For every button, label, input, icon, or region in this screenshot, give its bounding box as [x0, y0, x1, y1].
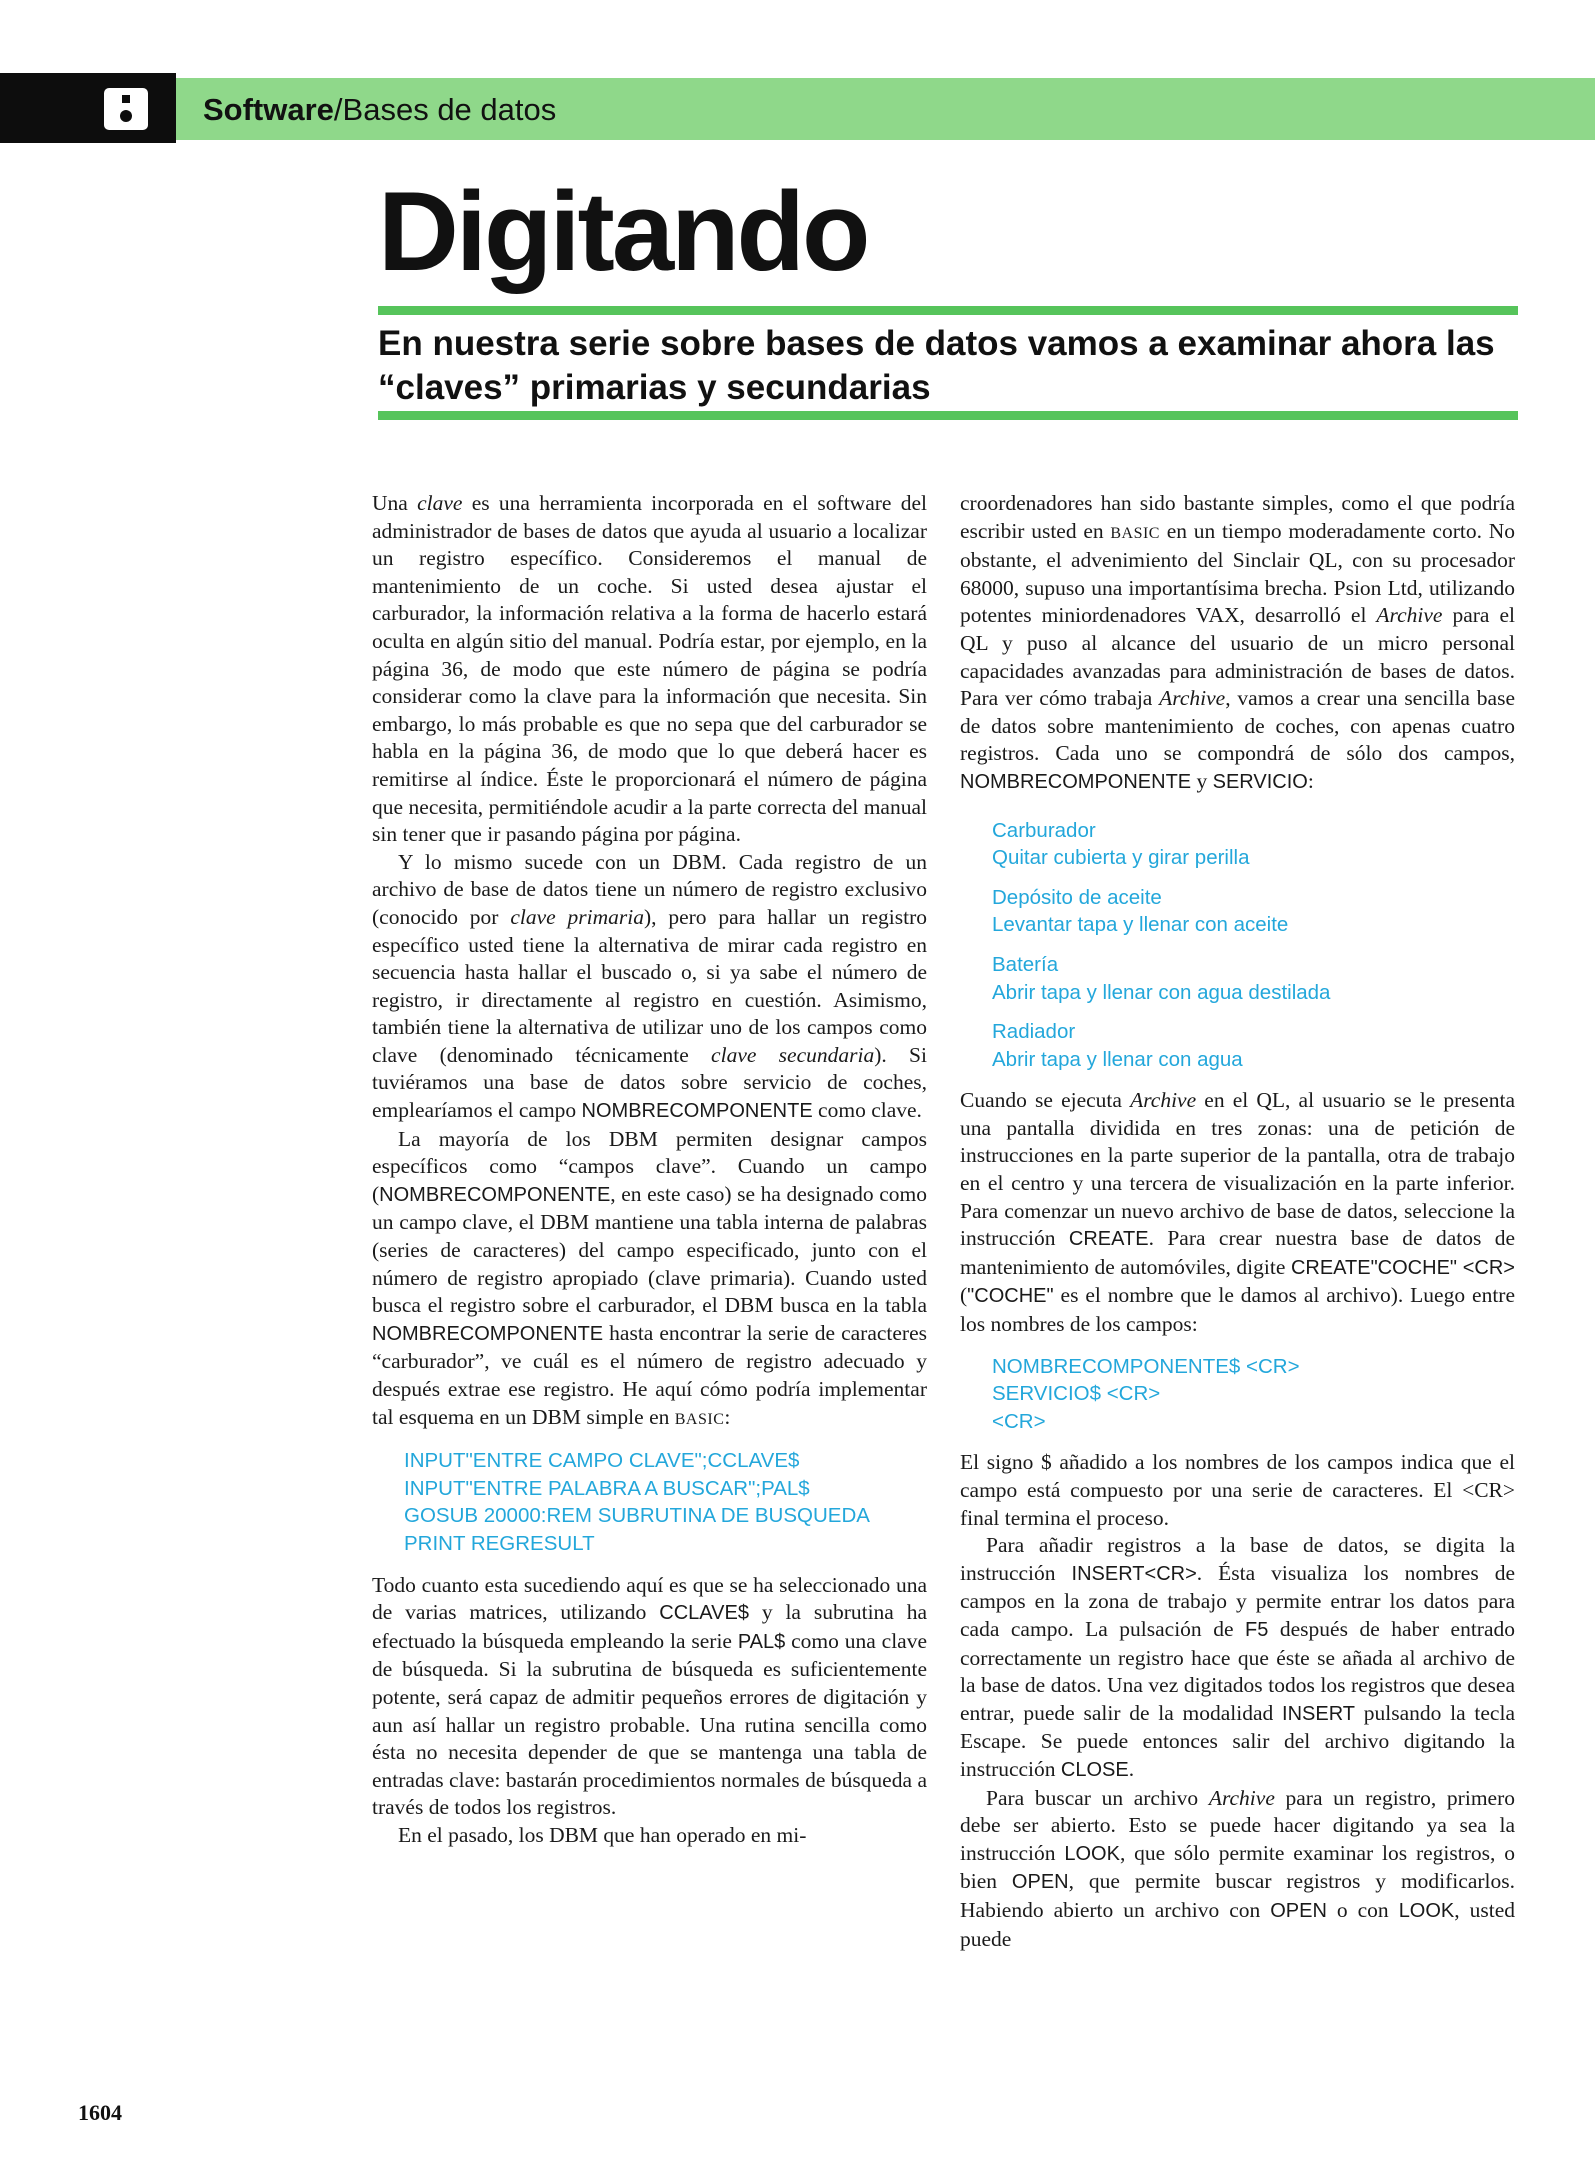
record-service: Quitar cubierta y girar perilla: [992, 846, 1250, 870]
article-subtitle: En nuestra serie sobre bases de datos vamos a examinar ahora las “claves” primarias y secundarias: [378, 324, 1495, 407]
record-service: Abrir tapa y llenar con agua destilada: [992, 980, 1331, 1004]
basic-code-listing: [404, 1447, 927, 1557]
left-paragraph-5: En el pasado, los DBM que han operado en mi-: [398, 1822, 807, 1847]
article-title: Digitando: [378, 169, 868, 294]
left-paragraph-1: Una clave es una herramienta incorporada en el software del administrador de bases de datos que ayuda al usuario a localizar un registro específico. Consideremos el manual de mantenimiento de un coche. Si usted desea ajustar el carburador, la información relativa a la forma de hacerlo estará oculta en algún sitio del manual. Podría estar, por ejemplo, en la página 36, de modo que este número de página se podría considerar como la clave para la información que necesita. Sin embargo, lo más probable es que no sepa que del carburador se habla en la página 36, de modo que lo que deberá hacer es remitirse al índice. Éste le proporcionará el número de página que necesita, permitiéndole acudir a la parte correcta del manual sin tener que ir pasando página por página.: [372, 491, 927, 847]
right-column: [960, 490, 1515, 1953]
left-column: [372, 490, 927, 1850]
right-paragraph-3: El signo $ añadido a los nombres de los campos indica que el campo está compuesto por una serie de caracteres. El <CR> final termina el proceso.: [960, 1450, 1515, 1530]
record-component: Radiador: [992, 1020, 1076, 1044]
section-label: [203, 92, 556, 128]
code-line: GOSUB 20000:REM SUBRUTINA DE BUSQUEDA: [404, 1504, 870, 1528]
left-paragraph-3: La mayoría de los DBM permiten designar campos específicos como “campos clave”. Cuando un campo (NOMBRECOMPONENTE, en este caso) se ha designado como un campo clave, el DBM mantiene una tabla interna de palabras (series de caracteres) del campo especificado, junto con el número de registro apropiado (clave primaria). Cuando usted busca el registro sobre el carburador, el DBM busca en la tabla NOMBRECOMPONENTE hasta encontrar la serie de caracteres “carburador”, ve cuál es el número de registro adecuado y después extrae ese registro. He aquí cómo podría implementar tal esquema en un DBM simple en BASIC:: [372, 1126, 927, 1429]
code-line: SERVICIO$ <CR>: [992, 1382, 1161, 1406]
section-name: Software: [203, 92, 334, 127]
record-entry: [992, 884, 1515, 939]
right-paragraph-5: Para buscar un archivo Archive para un registro, primero debe ser abierto. Esto se puede hacer digitando ya sea la instrucción LOOK, que sólo permite examinar los registros, o bien OPEN, que permite buscar registros y modificarlos. Habiendo abierto un archivo con OPEN o con LOOK, usted puede: [960, 1785, 1516, 1951]
code-line: <CR>: [992, 1409, 1046, 1433]
record-entry: [992, 817, 1515, 872]
code-line: INPUT"ENTRE CAMPO CLAVE";CCLAVE$: [404, 1449, 800, 1473]
code-line: INPUT"ENTRE PALABRA A BUSCAR";PAL$: [404, 1476, 810, 1500]
code-line: NOMBRECOMPONENTE$ <CR>: [992, 1354, 1300, 1378]
record-entry: [992, 951, 1515, 1006]
header-black-block: [0, 73, 176, 143]
left-paragraph-2: Y lo mismo sucede con un DBM. Cada registro de un archivo de base de datos tiene un número de registro exclusivo (conocido por clave primaria), pero para hallar un registro específico usted tiene la alternativa de mirar cada registro en secuencia hasta hallar el buscado o, si ya sabe el número de registro, ir directamente al registro en cuestión. Asimismo, también tiene la alternativa de utilizar uno de los campos como clave (denominado técnicamente clave secundaria). Si tuviéramos una base de datos sobre servicio de coches, emplearíamos el campo NOMBRECOMPONENTE como clave.: [372, 849, 927, 1123]
record-service: Abrir tapa y llenar con agua: [992, 1047, 1243, 1071]
record-component: Batería: [992, 952, 1059, 976]
subtitle-top-rule: [378, 306, 1518, 315]
record-entry: [992, 1018, 1515, 1073]
right-paragraph-1: croordenadores han sido bastante simples, como el que podría escribir usted en BASIC en un tiempo moderadamente corto. No obstante, el advenimiento del Sinclair QL, con su procesador 68000, supuso una importantísima brecha. Psion Ltd, utilizando potentes miniordenadores VAX, desarrolló el Archive para el QL y puso al alcance del usuario de un micro personal capacidades avanzadas para administración de bases de datos. Para ver cómo trabaja Archive, vamos a crear una sencilla base de datos sobre mantenimiento de coches, con apenas cuatro registros. Cada uno se compondrá de sólo dos campos, NOMBRECOMPONENTE y SERVICIO:: [960, 491, 1515, 793]
left-paragraph-4: Todo cuanto esta sucediendo aquí es que se ha seleccionado una de varias matrices, utilizando CCLAVE$ y la subrutina ha efectuado la búsqueda empleando la serie PAL$ como una clave de búsqueda. Si la subrutina de búsqueda es suficientemente potente, será capaz de admitir pequeños errores de digitación y aun así hallar un registro probable. Una rutina sencilla como ésta no necesita depender de que se mantenga una tabla de entradas clave: bastarán procedimientos normales de búsqueda a través de todos los registros.: [372, 1572, 927, 1820]
right-paragraph-2: Cuando se ejecuta Archive en el QL, al usuario se le presenta una pantalla dividida en tres zonas: una de petición de instrucciones en la parte superior de la pantalla, otra de trabajo en el centro y una tercera de visualización en la parte inferior. Para comenzar un nuevo archivo de base de datos, seleccione la instrucción CREATE. Para crear nuestra base de datos de mantenimiento de automóviles, digite CREATE"COCHE" <CR> ("COCHE" es el nombre que le damos al archivo). Luego entre los nombres de los campos:: [960, 1088, 1515, 1337]
section-topic: Bases de datos: [342, 92, 557, 127]
code-line: PRINT REGRESULT: [404, 1531, 595, 1555]
page-number: 1604: [78, 2100, 122, 2125]
subtitle-bottom-rule: [378, 411, 1518, 420]
fields-code-listing: [992, 1353, 1515, 1436]
section-separator: /: [333, 92, 343, 127]
right-paragraph-4: Para añadir registros a la base de datos, se digita la instrucción INSERT<CR>. Ésta visualiza los nombres de campos en la zona de trabajo y permite entrar los datos para cada campo. La pulsación de F5 después de haber entrado correctamente un registro hace que éste se añada al archivo de la base de datos. Una vez digitados todos los registros que desea entrar, puede salir de la modalidad INSERT pulsando la tecla Escape. Se puede entonces salir del archivo digitando la instrucción CLOSE.: [960, 1533, 1515, 1781]
record-service: Levantar tapa y llenar con aceite: [992, 913, 1289, 937]
records-listing: [992, 817, 1515, 1074]
record-component: Depósito de aceite: [992, 885, 1162, 909]
floppy-disk-icon: [103, 87, 149, 131]
record-component: Carburador: [992, 818, 1096, 842]
